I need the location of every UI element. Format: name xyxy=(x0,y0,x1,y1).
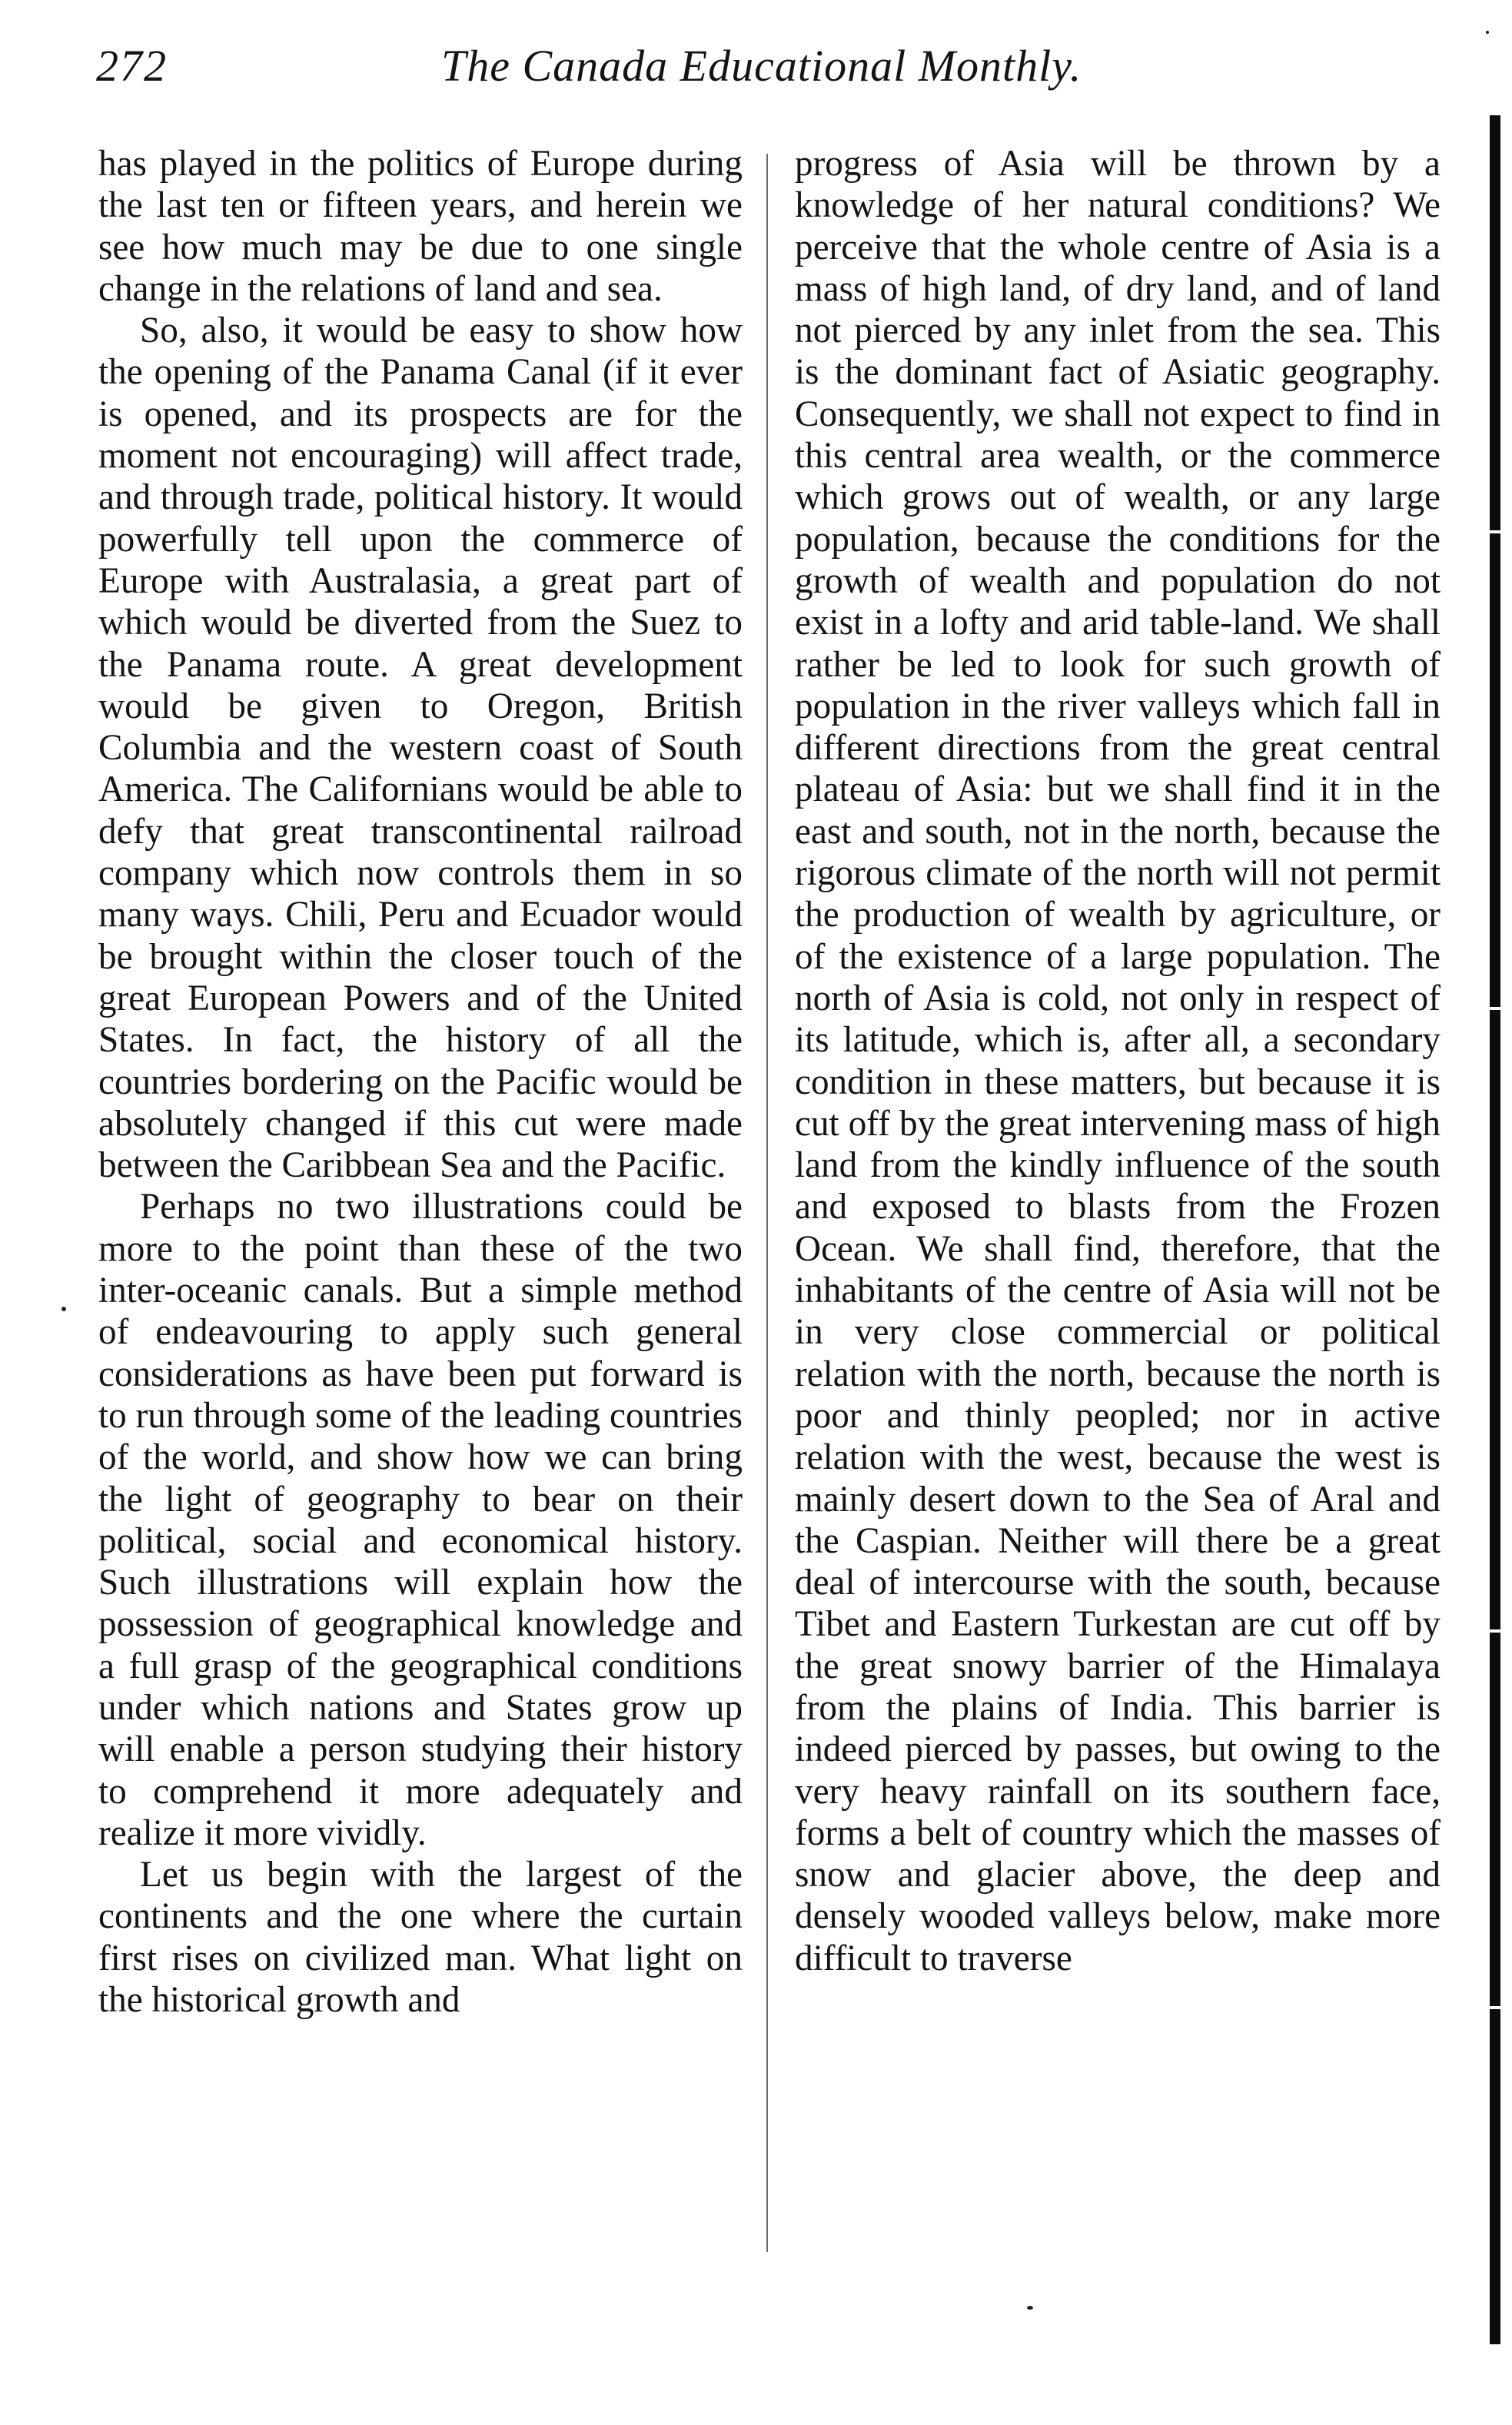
edge-mark xyxy=(1490,530,1500,533)
scan-speck xyxy=(1027,2306,1033,2310)
paragraph: Let us begin with the largest of the continents and the one where the curtain first rises on civilized man. What light on the historical growth and xyxy=(98,1855,743,2021)
edge-mark xyxy=(1490,1007,1500,1010)
paragraph: So, also, it would be easy to show how the opening of the Panama Canal (if it ever is opened, and its prospects are for the moment not encouraging) will affect trade, and through trade, political history. It would powerfully tell upon the commerce of Europe with Australasia, a great part of which would be diverted from the Suez to the Panama route. A great development would be given to Oregon, British Columbia and the western coast of South America. The Californians would be able to defy that great transcontinental railroad company which now controls them in so many ways. Chili, Peru and Ecuador would be brought within the closer touch of the great European Powers and of the United States. In fact, the history of all the countries bordering on the Pacific would be absolutely changed if this cut were made between the Caribbean Sea and the Pacific. xyxy=(98,311,743,1186)
column-divider xyxy=(766,154,768,2252)
page-number: 272 xyxy=(96,41,168,91)
page-header xyxy=(0,0,1512,100)
right-column xyxy=(795,143,1441,1979)
edge-mark xyxy=(1490,1629,1500,1633)
left-column xyxy=(98,143,743,2021)
paragraph: Perhaps no two illustrations could be more to the point than these of the two inter-oceanic canals. But a simple method of endeavouring to apply such general considerations as have been put forward is to run through some of the leading countries of the world, and show how we can bring the light of geography to bear on their political, social and economical history. Such illustrations will explain how the possession of geographical knowledge and a full grasp of the geographical conditions under which nations and States grow up will enable a person studying their history to comprehend it more adequately and realize it more vividly. xyxy=(98,1187,743,1853)
scan-speck xyxy=(61,1307,66,1311)
paragraph: progress of Asia will be thrown by a knowledge of her natural conditions? We perceive that the whole centre of Asia is a mass of high land, of dry land, and of land not pierced by any inlet from the sea. This is the dominant fact of Asiatic geography. Consequently, we shall not expect to find in this central area wealth, or the commerce which grows out of wealth, or any large population, because the conditions for the growth of wealth and population do not exist in a lofty and arid table-land. We shall rather be led to look for such growth of population in the river valleys which fall in different directions from the great central plateau of Asia: but we shall find it in the east and south, not in the north, because the rigorous climate of the north will not permit the production of wealth by agriculture, or of the existence of a large population. The north of Asia is cold, not only in respect of its latitude, which is, after all, a secondary condition in these matters, but because it is cut off by the great intervening mass of high land from the kindly influence of the south and exposed to blasts from the Frozen Ocean. We shall find, therefore, that the inhabitants of the centre of Asia will not be in very close commercial or political relation with the north, because the north is poor and thinly peopled; nor in active relation with the west, because the west is mainly desert down to the Sea of Aral and the Caspian. Neither will there be a great deal of intercourse with the south, because Tibet and Eastern Turkestan are cut off by the great snowy barrier of the Himalaya from the plains of India. This barrier is indeed pierced by passes, but owing to the very heavy rainfall on its southern face, forms a belt of country which the masses of snow and glacier above, the deep and densely wooded valleys below, make more difficult to traverse xyxy=(795,144,1441,1978)
running-title: The Canada Educational Monthly. xyxy=(441,41,1082,91)
edge-mark xyxy=(1490,2006,1500,2009)
scan-speck xyxy=(1486,31,1489,34)
page-edge-shadow xyxy=(1490,115,1500,2344)
paragraph: has played in the politics of Europe during the last ten or fifteen years, and herein we see how much may be due to one single change in the relations of land and sea. xyxy=(98,144,743,309)
